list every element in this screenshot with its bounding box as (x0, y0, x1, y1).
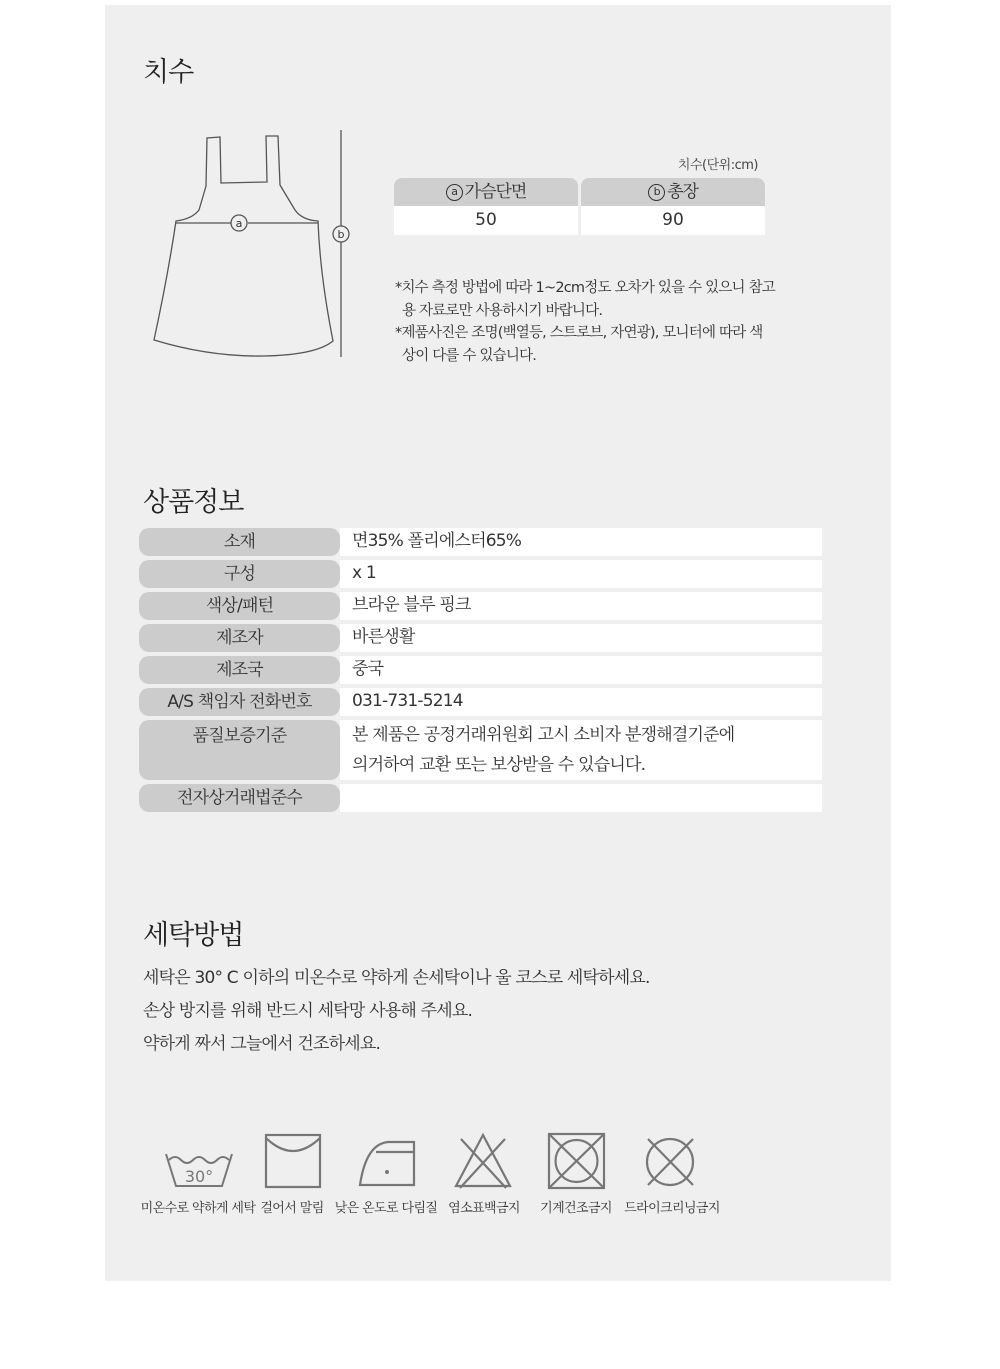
info-value-color: 브라운 블루 핑크 (340, 592, 822, 620)
table-row (139, 592, 822, 620)
table-row (139, 560, 822, 588)
product-section-title: 상품정보 (143, 487, 244, 518)
info-value-composition: x 1 (340, 560, 822, 588)
info-value-warranty: 본 제품은 공정거래위원회 고시 소비자 분쟁해결기준에 의거하여 교환 또는 보상받을 수 있습니다. (340, 720, 822, 780)
size-notes (395, 277, 775, 367)
table-row (139, 624, 822, 652)
info-value-country: 중국 (340, 656, 822, 684)
washing-line: 손상 방지를 위해 반드시 세탁망 사용해 주세요. (143, 1001, 473, 1021)
wash-30-icon (163, 1130, 235, 1192)
info-label-ecommerce: 전자상거래법준수 (139, 784, 340, 812)
info-label-composition: 구성 (139, 560, 340, 588)
info-label-color: 색상/패턴 (139, 592, 340, 620)
washing-line: 세탁은 30° C 이하의 미온수로 약하게 손세탁이나 울 코스로 세탁하세요. (143, 968, 650, 988)
size-value-length: 90 (581, 206, 765, 235)
wash-temp-label: 30° (184, 1167, 214, 1186)
care-label-wash: 미온수로 약하게 세탁 (140, 1201, 256, 1216)
table-row (139, 784, 822, 812)
table-row (139, 656, 822, 684)
care-label-tumble: 기계건조금지 (540, 1201, 612, 1216)
info-label-manufacturer: 제조자 (139, 624, 340, 652)
iron-low-icon (356, 1130, 420, 1192)
care-label-hang: 걸어서 말림 (260, 1201, 324, 1216)
no-tumble-dry-icon (546, 1130, 608, 1192)
size-note: *제품사진은 조명(백열등, 스트로브, 자연광), 모니터에 따라 색상이 다를 수 있습니다. (395, 325, 763, 364)
marker-a-label: a (235, 217, 243, 230)
info-value-as-phone: 031-731-5214 (340, 688, 822, 716)
info-value-manufacturer: 바른생활 (340, 624, 822, 652)
product-info-table (139, 528, 822, 816)
table-row (139, 720, 822, 780)
info-value-ecommerce (340, 784, 822, 812)
care-label-dryclean: 드라이크리닝금지 (624, 1201, 720, 1216)
size-note: *치수 측정 방법에 따라 1~2cm정도 오차가 있을 수 있으니 참고용 자료로만 사용하시기 바랍니다. (395, 280, 775, 319)
info-label-country: 제조국 (139, 656, 340, 684)
size-section-title: 치수 (143, 57, 194, 88)
dress-outline (154, 136, 333, 356)
size-value-chest: 50 (394, 206, 578, 235)
marker-a-icon: a (446, 184, 463, 201)
marker-b-label: b (337, 228, 345, 241)
hang-dry-icon (263, 1130, 323, 1192)
washing-instructions (143, 962, 650, 1061)
marker-b-icon: b (648, 184, 665, 201)
washing-line: 약하게 짜서 그늘에서 건조하세요. (143, 1034, 381, 1054)
no-bleach-icon (452, 1130, 514, 1192)
no-dry-clean-icon (640, 1130, 702, 1192)
care-label-iron: 낮은 온도로 다림질 (334, 1201, 438, 1216)
info-label-warranty: 품질보증기준 (139, 720, 340, 780)
info-label-as-phone: A/S 책임자 전화번호 (139, 688, 340, 716)
size-header-length: b 총장 (581, 178, 765, 206)
table-row (139, 528, 822, 556)
info-value-material: 면35% 폴리에스터65% (340, 528, 822, 556)
table-row (139, 688, 822, 716)
size-unit-label: 치수(단위:cm) (677, 158, 758, 173)
info-label-material: 소재 (139, 528, 340, 556)
dress-diagram (140, 125, 370, 370)
care-label-bleach: 염소표백금지 (448, 1201, 520, 1216)
washing-section-title: 세탁방법 (143, 920, 244, 951)
size-header-chest: a 가슴단면 (394, 178, 578, 206)
size-table (394, 178, 765, 235)
